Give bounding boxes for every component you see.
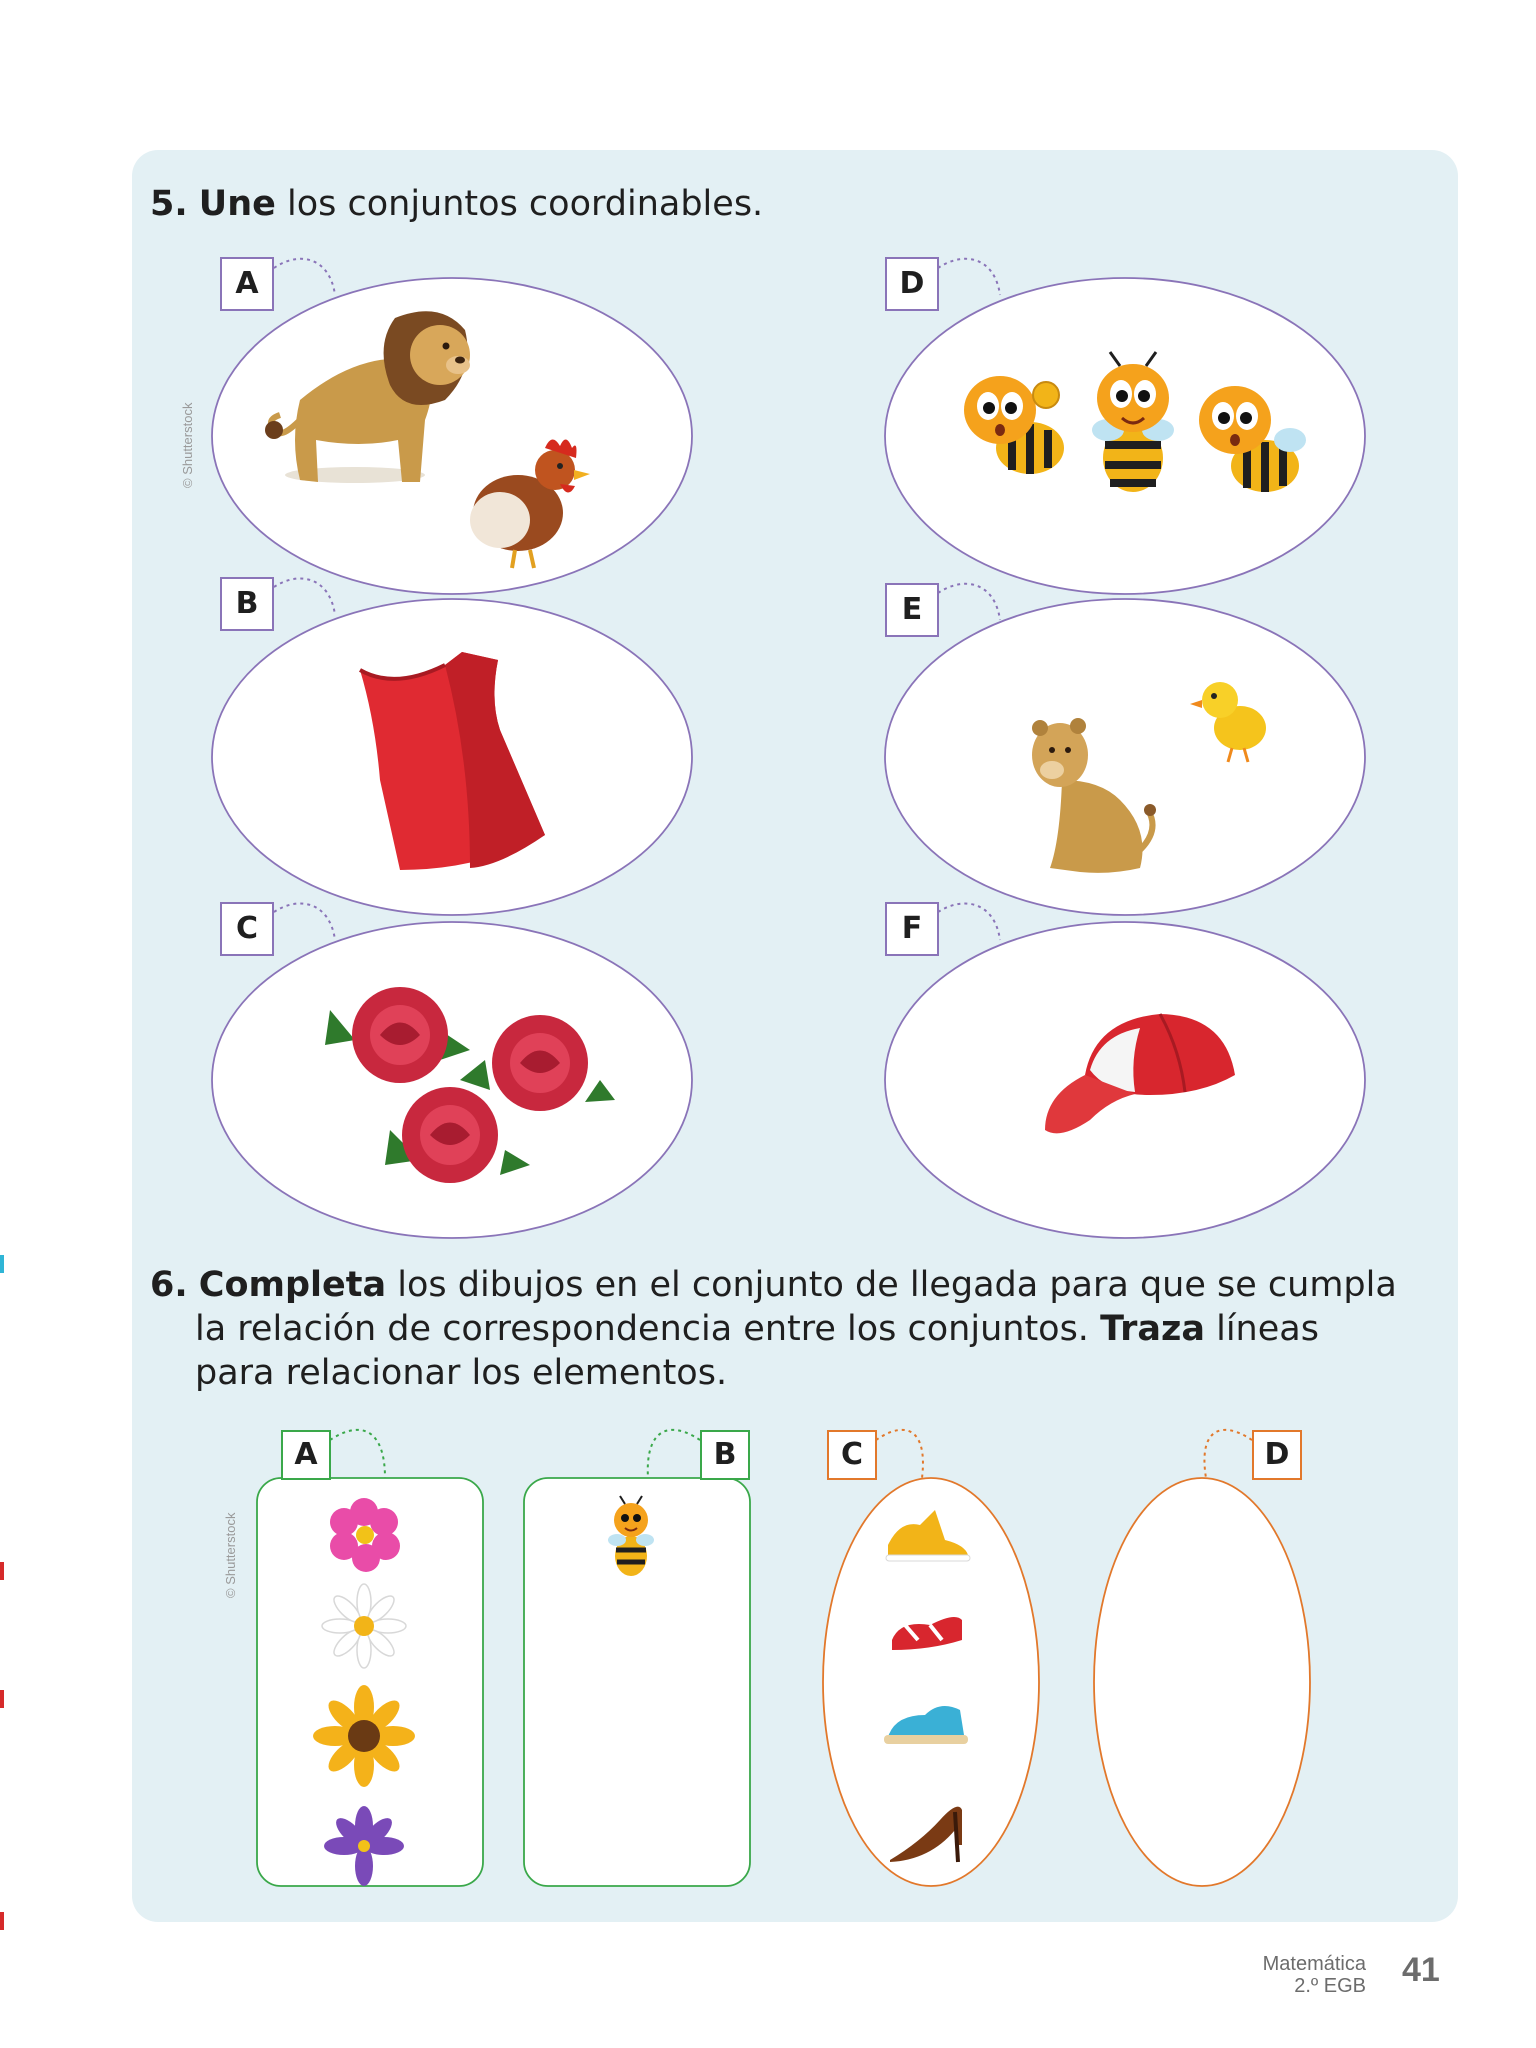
exercise-6-text-4: para relacionar los elementos. bbox=[195, 1353, 728, 1393]
exercise-5-verb: Une bbox=[198, 184, 276, 224]
set-label-b: B bbox=[220, 577, 274, 631]
hook-6a bbox=[330, 1430, 385, 1478]
exercise-6-number: 6. bbox=[150, 1265, 188, 1305]
hook-6d bbox=[1204, 1430, 1252, 1478]
exercise-6-credit: © Shutterstock bbox=[223, 1512, 238, 1598]
white-daisy-illustration bbox=[322, 1584, 406, 1668]
set-6-label-a: A bbox=[281, 1430, 331, 1480]
exercise-6-verb-completa: Completa bbox=[198, 1265, 387, 1305]
hook-6c bbox=[876, 1430, 923, 1478]
hook-6b bbox=[648, 1430, 700, 1478]
page-number: 41 bbox=[1402, 1951, 1440, 1989]
set-label-d: D bbox=[885, 257, 939, 311]
set-label-a: A bbox=[220, 257, 274, 311]
footer-subject-name: Matemática bbox=[1262, 1953, 1366, 1975]
set-6-label-b: B bbox=[700, 1430, 750, 1480]
exercise-6-text-2: la relación de correspondencia entre los conjuntos. bbox=[195, 1309, 1101, 1349]
exercise-6-text-1: los dibujos en el conjunto de llegada para que se cumpla bbox=[386, 1265, 1397, 1305]
footer-grade: 2.º EGB bbox=[1294, 1975, 1366, 1997]
footer-subject bbox=[1263, 1953, 1366, 1997]
set-label-c: C bbox=[220, 902, 274, 956]
set-6d bbox=[1094, 1478, 1310, 1886]
exercise-5-number: 5. bbox=[150, 184, 188, 224]
set-label-f: F bbox=[885, 902, 939, 956]
exercise-5-credit: © Shutterstock bbox=[180, 402, 195, 488]
exercise-5-text: los conjuntos coordinables. bbox=[275, 184, 764, 224]
set-6-label-c: C bbox=[827, 1430, 877, 1480]
set-label-e: E bbox=[885, 583, 939, 637]
exercise-6-text-3: líneas bbox=[1204, 1309, 1319, 1349]
exercise-6-verb-traza: Traza bbox=[1100, 1309, 1205, 1349]
set-6-label-d: D bbox=[1252, 1430, 1302, 1480]
